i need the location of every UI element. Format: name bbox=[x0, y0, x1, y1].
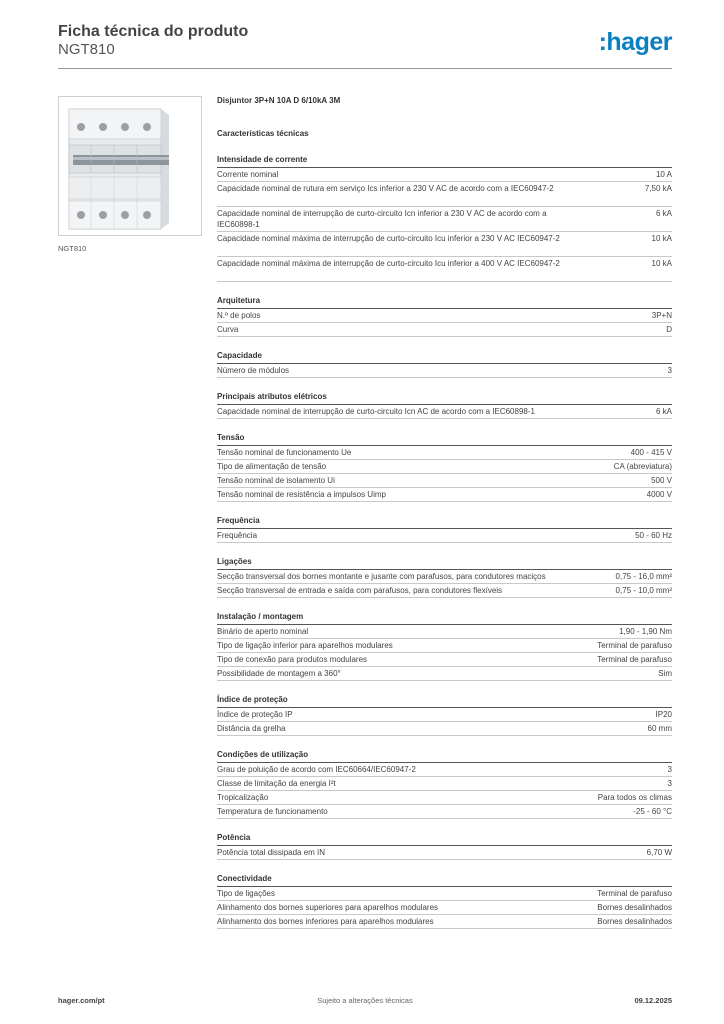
logo-dots: : bbox=[598, 28, 607, 56]
spec-row bbox=[217, 846, 672, 860]
spec-row bbox=[217, 207, 672, 232]
page-title: Ficha técnica do produto bbox=[58, 23, 249, 40]
spec-label: Capacidade nominal de rutura em serviço Ics inferior a 230 V AC de acordo com a IEC60947-2 bbox=[217, 184, 554, 193]
spec-row bbox=[217, 722, 672, 736]
section-title: Capacidade bbox=[217, 351, 672, 364]
spec-section bbox=[217, 612, 672, 681]
spec-value: 3 bbox=[667, 366, 672, 375]
spec-value: 3 bbox=[667, 779, 672, 788]
spec-row bbox=[217, 708, 672, 722]
footer-disclaimer: Sujeito a alterações técnicas bbox=[317, 996, 413, 1005]
spec-label: Tensão nominal de resistência a impulsos Uimp bbox=[217, 490, 386, 499]
section-title: Condições de utilização bbox=[217, 750, 672, 763]
spec-row bbox=[217, 323, 672, 337]
spec-section bbox=[217, 296, 672, 337]
spec-value: 7,50 kA bbox=[644, 184, 672, 193]
spec-value: 10 kA bbox=[651, 259, 672, 268]
spec-value: Bornes desalinhados bbox=[597, 903, 672, 912]
spec-label: Tipo de alimentação de tensão bbox=[217, 462, 327, 471]
spec-label: Temperatura de funcionamento bbox=[217, 807, 328, 816]
spec-value: 50 - 60 Hz bbox=[635, 531, 672, 540]
spec-value: 10 A bbox=[655, 170, 672, 179]
section-title: Ligações bbox=[217, 557, 672, 570]
spec-row bbox=[217, 791, 672, 805]
spec-label: N.º de polos bbox=[217, 311, 261, 320]
product-name: Disjuntor 3P+N 10A D 6/10kA 3M bbox=[217, 96, 341, 105]
spec-value: IP20 bbox=[655, 710, 672, 719]
spec-value: Bornes desalinhados bbox=[597, 917, 672, 926]
image-caption: NGT810 bbox=[58, 244, 87, 253]
product-image bbox=[58, 96, 202, 236]
spec-label: Potência total dissipada em IN bbox=[217, 848, 326, 857]
spec-value: 4000 V bbox=[646, 490, 672, 499]
logo-text: hager bbox=[606, 28, 672, 56]
spec-section bbox=[217, 833, 672, 860]
spec-value: 0,75 - 10,0 mm² bbox=[615, 586, 672, 595]
spec-section bbox=[217, 750, 672, 819]
section-title: Conectividade bbox=[217, 874, 672, 887]
spec-value: 6,70 W bbox=[646, 848, 672, 857]
spec-value: 3P+N bbox=[651, 311, 672, 320]
spec-label: Secção transversal dos bornes montante e jusante com parafusos, para condutores maciços bbox=[217, 572, 546, 581]
spec-section bbox=[217, 516, 672, 543]
spec-label: Tipo de ligação inferior para aparelhos modulares bbox=[217, 641, 393, 650]
spec-row bbox=[217, 570, 672, 584]
spec-value: 1,90 - 1,90 Nm bbox=[619, 627, 672, 636]
spec-content bbox=[217, 96, 672, 929]
spec-row bbox=[217, 488, 672, 502]
spec-section bbox=[217, 557, 672, 598]
spec-label: Tipo de ligações bbox=[217, 889, 275, 898]
section-title: Principais atributos elétricos bbox=[217, 392, 672, 405]
spec-label: Número de módulos bbox=[217, 366, 290, 375]
product-code: NGT810 bbox=[58, 41, 115, 58]
spec-label: Secção transversal de entrada e saída com parafusos, para condutores flexíveis bbox=[217, 586, 503, 595]
spec-label: Corrente nominal bbox=[217, 170, 279, 179]
spec-row bbox=[217, 639, 672, 653]
spec-row bbox=[217, 584, 672, 598]
spec-value: 10 kA bbox=[651, 234, 672, 243]
spec-row bbox=[217, 667, 672, 681]
spec-row bbox=[217, 446, 672, 460]
spec-section bbox=[217, 433, 672, 502]
spec-row bbox=[217, 182, 672, 207]
spec-label: Alinhamento dos bornes inferiores para aparelhos modulares bbox=[217, 917, 434, 926]
section-title: Índice de proteção bbox=[217, 695, 672, 708]
section-title: Instalação / montagem bbox=[217, 612, 672, 625]
spec-section bbox=[217, 392, 672, 419]
spec-value: Sim bbox=[658, 669, 672, 678]
spec-row bbox=[217, 474, 672, 488]
spec-section bbox=[217, 155, 672, 282]
spec-row bbox=[217, 625, 672, 639]
spec-row bbox=[217, 529, 672, 543]
spec-label: Curva bbox=[217, 325, 239, 334]
spec-row bbox=[217, 777, 672, 791]
spec-value: -25 - 60 °C bbox=[633, 807, 672, 816]
spec-label: Binário de aperto nominal bbox=[217, 627, 309, 636]
spec-row bbox=[217, 460, 672, 474]
spec-row bbox=[217, 887, 672, 901]
spec-label: Capacidade nominal máxima de interrupção de curto-circuito Icu inferior a 230 V AC IEC60947-2 bbox=[217, 234, 560, 243]
spec-section bbox=[217, 351, 672, 378]
spec-value: 500 V bbox=[651, 476, 672, 485]
header-divider bbox=[58, 68, 672, 69]
characteristics-title: Características técnicas bbox=[217, 129, 309, 138]
spec-row bbox=[217, 901, 672, 915]
spec-label: Tensão nominal de funcionamento Ue bbox=[217, 448, 352, 457]
spec-label: Tipo de conexão para produtos modulares bbox=[217, 655, 368, 664]
spec-label: Índice de proteção IP bbox=[217, 710, 293, 719]
hager-logo bbox=[599, 28, 672, 57]
spec-row bbox=[217, 915, 672, 929]
spec-section bbox=[217, 874, 672, 929]
spec-row bbox=[217, 653, 672, 667]
spec-value: 60 mm bbox=[647, 724, 672, 733]
spec-value: Terminal de parafuso bbox=[597, 641, 672, 650]
spec-label: Capacidade nominal de interrupção de curto-circuito Icn AC de acordo com a IEC60898-1 bbox=[217, 407, 535, 416]
spec-sections bbox=[217, 155, 672, 929]
section-title: Intensidade de corrente bbox=[217, 155, 672, 168]
spec-row bbox=[217, 364, 672, 378]
spec-label: Capacidade nominal de interrupção de curto-circuito Icn inferior a 230 V AC de acordo com a IEC60898-1 bbox=[217, 209, 547, 229]
spec-section bbox=[217, 695, 672, 736]
spec-label: Distância da grelha bbox=[217, 724, 286, 733]
circuit-breaker-illustration bbox=[59, 97, 201, 235]
spec-value: CA (abreviatura) bbox=[613, 462, 672, 471]
spec-row bbox=[217, 405, 672, 419]
spec-row bbox=[217, 309, 672, 323]
spec-value: Terminal de parafuso bbox=[597, 655, 672, 664]
spec-label: Classe de limitação da energia I²t bbox=[217, 779, 336, 788]
spec-label: Grau de poluição de acordo com IEC60664/IEC60947-2 bbox=[217, 765, 416, 774]
spec-label: Alinhamento dos bornes superiores para aparelhos modulares bbox=[217, 903, 439, 912]
spec-value: 6 kA bbox=[655, 209, 672, 218]
spec-label: Capacidade nominal máxima de interrupção de curto-circuito Icu inferior a 400 V AC IEC60947-2 bbox=[217, 259, 560, 268]
spec-value: Terminal de parafuso bbox=[597, 889, 672, 898]
footer-website: hager.com/pt bbox=[58, 996, 105, 1005]
spec-label: Tensão nominal de isolamento Ui bbox=[217, 476, 335, 485]
spec-value: 0,75 - 16,0 mm² bbox=[615, 572, 672, 581]
section-title: Frequência bbox=[217, 516, 672, 529]
section-title: Arquitetura bbox=[217, 296, 672, 309]
spec-value: 400 - 415 V bbox=[630, 448, 672, 457]
footer-date: 09.12.2025 bbox=[634, 996, 672, 1005]
section-title: Potência bbox=[217, 833, 672, 846]
spec-label: Frequência bbox=[217, 531, 258, 540]
spec-row bbox=[217, 805, 672, 819]
spec-value: Para todos os climas bbox=[597, 793, 672, 802]
spec-label: Possibilidade de montagem a 360° bbox=[217, 669, 341, 678]
spec-value: 3 bbox=[667, 765, 672, 774]
spec-row bbox=[217, 257, 672, 282]
spec-row bbox=[217, 168, 672, 182]
section-title: Tensão bbox=[217, 433, 672, 446]
spec-value: D bbox=[666, 325, 672, 334]
spec-row bbox=[217, 232, 672, 257]
spec-value: 6 kA bbox=[655, 407, 672, 416]
page-header bbox=[58, 22, 672, 68]
spec-row bbox=[217, 763, 672, 777]
spec-label: Tropicalização bbox=[217, 793, 269, 802]
